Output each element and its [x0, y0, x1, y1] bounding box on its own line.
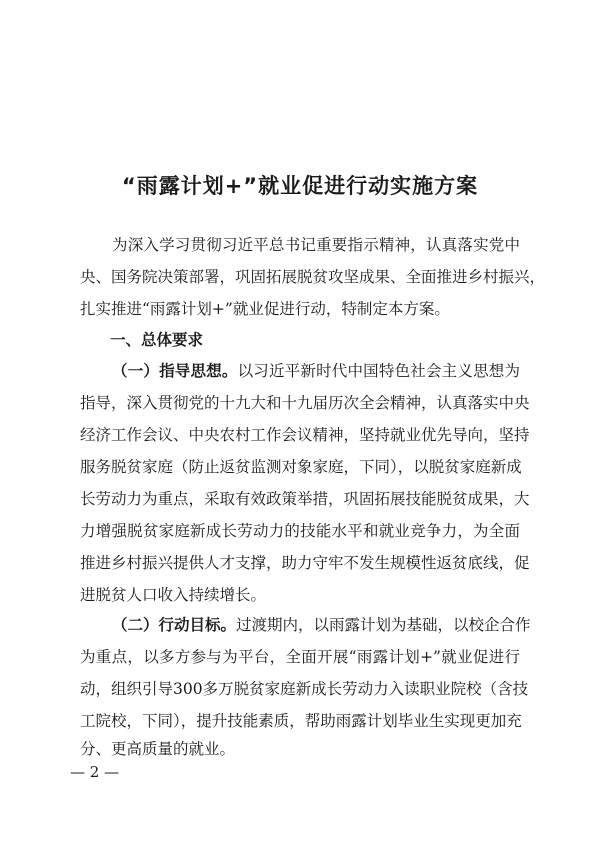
intro-line: 央、国务院决策部署，巩固拓展脱贫攻坚成果、全面推进乡村振兴，	[80, 268, 546, 286]
paragraph-line	[112, 356, 520, 386]
paragraph-label: （一）指导思想。	[112, 362, 238, 380]
paragraph-line: 力增强脱贫家庭新成长劳动力的技能水平和就业竞争力，为全面	[80, 522, 520, 540]
paragraph-line: 服务脱贫家庭（防止返贫监测对象家庭，下同），以脱贫家庭新成	[80, 458, 522, 476]
paragraph-line: 指导，深入贯彻党的十九大和十九届历次全会精神，认真落实中央	[80, 394, 530, 412]
paragraph-line: 经济工作会议、中央农村工作会议精神，坚持就业优先导向，坚持	[80, 426, 530, 444]
paragraph-line	[112, 610, 531, 640]
paragraph-line: 推进乡村振兴提供人才支撑，助力守牢不发生规模性返贫底线，促	[80, 554, 530, 572]
paragraph-line: 长劳动力为重点，采取有效政策举措，巩固拓展技能脱贫成果，大	[80, 490, 530, 508]
paragraph-line: 进脱贫人口收入持续增长。	[80, 586, 267, 604]
document-title: “雨露计划+”就业促进行动实施方案	[121, 174, 479, 198]
page-number: — 2 —	[70, 763, 120, 781]
paragraph-text: 过渡期内，以雨露计划为基础，以校企合作	[236, 616, 531, 634]
paragraph-label: （二）行动目标。	[112, 616, 237, 634]
section-heading: 一、总体要求	[110, 331, 204, 349]
paragraph-text: 以习近平新时代中国特色社会主义思想为	[237, 362, 520, 380]
intro-line: 为深入学习贯彻习近平总书记重要指示精神，认真落实党中	[112, 236, 520, 254]
paragraph-line: 分、更高质量的就业。	[80, 740, 236, 758]
paragraph-line: 工院校，下同），提升技能素质，帮助雨露计划毕业生实现更加充	[80, 712, 522, 730]
paragraph-line: 为重点，以多方参与为平台，全面开展“雨露计划+”就业促进行	[80, 648, 520, 666]
paragraph-line: 动，组织引导300多万脱贫家庭新成长劳动力入读职业院校（含技	[80, 680, 529, 698]
intro-line: 扎实推进“雨露计划+”就业促进行动，特制定本方案。	[80, 300, 450, 318]
